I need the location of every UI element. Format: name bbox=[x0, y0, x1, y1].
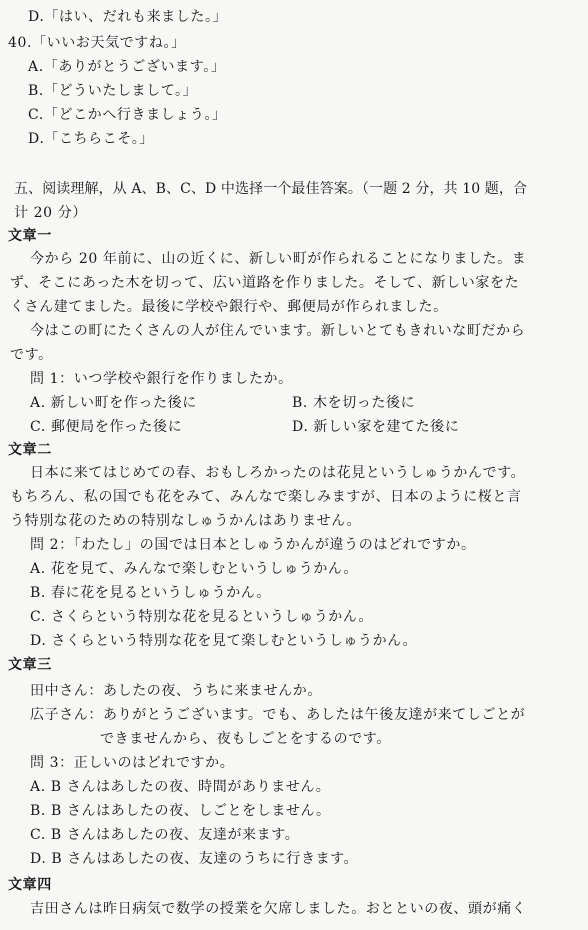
passage2-line: もちろん、私の国でも花をみて、みんなで楽しみますが、日本のように桜と言 bbox=[10, 489, 522, 505]
passage1-option-a: A. 新しい町を作った後に bbox=[30, 395, 197, 411]
q40-option-b: B.「どういたしまして。」 bbox=[28, 83, 198, 99]
passage2-option-d: D. さくらという特別な花を見て楽しむというしゅうかん。 bbox=[30, 633, 418, 649]
passage2-line: う特別な花のための特別なしゅうかんはありません。 bbox=[10, 513, 362, 529]
passage1-line: くさん建てました。最後に学校や銀行や、郵便局が作られました。 bbox=[10, 299, 448, 315]
section5-instruction-cont: 计 20 分） bbox=[14, 205, 87, 221]
passage3-dialogue-line: できませんから、夜もしごとをするのです。 bbox=[100, 731, 391, 747]
passage2-title: 文章二 bbox=[8, 442, 52, 458]
passage3-option-a: A. B さんはあしたの夜、時間がありません。 bbox=[30, 779, 331, 795]
passage3-dialogue-line: 田中さん：あしたの夜、うちに来ませんか。 bbox=[30, 683, 322, 699]
passage2-option-c: C. さくらという特別な花を見るというしゅうかん。 bbox=[30, 609, 373, 625]
passage2-question: 問 2：「わたし」の国では日本としゅうかんが違うのはどれですか。 bbox=[30, 537, 476, 553]
q40-option-a: A.「ありがとうございます。」 bbox=[28, 59, 226, 75]
passage4-line: 吉田さんは昨日病気で数学の授業を欠席しました。おとといの夜、頭が痛く bbox=[30, 901, 527, 917]
q40-option-c: C.「どこかへ行きましょう。」 bbox=[28, 107, 227, 123]
passage1-option-d: D. 新しい家を建てた後に bbox=[292, 419, 460, 435]
passage3-option-c: C. B さんはあしたの夜、友達が来ます。 bbox=[30, 827, 300, 843]
passage2-option-b: B. 春に花を見るというしゅうかん。 bbox=[30, 585, 271, 601]
passage4-title: 文章四 bbox=[8, 877, 52, 893]
passage3-option-d: D. B さんはあしたの夜、友達のうちに行きます。 bbox=[30, 851, 359, 867]
section5-instruction: 五、阅读理解，从 A、B、C、D 中选择一个最佳答案。（一题 2 分，共 10 题，合 bbox=[14, 181, 528, 197]
passage1-question: 問 1：いつ学校や銀行を作りましたか。 bbox=[30, 371, 293, 387]
passage1-options-row bbox=[30, 394, 570, 412]
passage3-dialogue-line: 広子さん：ありがとうございます。でも、あしたは午後友達が来てしごとが bbox=[30, 707, 526, 723]
passage1-line: 今はこの町にたくさんの人が住んでいます。新しいとてもきれいな町だから bbox=[30, 323, 526, 339]
passage1-option-c: C. 郵便局を作った後に bbox=[30, 419, 183, 435]
passage2-option-a: A. 花を見て、みんなで楽しむというしゅうかん。 bbox=[30, 561, 358, 577]
passage3-question: 問 3：正しいのはどれですか。 bbox=[30, 755, 235, 771]
passage1-option-b: B. 木を切った後に bbox=[292, 395, 416, 411]
passage1-line: です。 bbox=[10, 347, 53, 363]
q40-option-d: D.「こちらこそ。」 bbox=[28, 131, 154, 147]
passage2-line: 日本に来てはじめての春、おもしろかったのは花見というしゅうかんです。 bbox=[30, 465, 526, 481]
q40-question: 40.「いいお天気ですね。」 bbox=[8, 35, 186, 51]
passage3-title: 文章三 bbox=[8, 657, 52, 673]
passage1-title: 文章一 bbox=[8, 228, 52, 244]
passage1-line: ず、そこにあった木を切って、広い道路を作りました。そして、新しい家をた bbox=[10, 275, 520, 291]
passage1-line: 今から 20 年前に、山の近くに、新しい町が作られることになりました。ま bbox=[30, 251, 527, 267]
passage1-options-row bbox=[30, 418, 570, 436]
q39-option-d: D.「はい、だれも来ました。」 bbox=[28, 9, 228, 25]
passage3-option-b: B. B さんはあしたの夜、しごとをしません。 bbox=[30, 803, 331, 819]
